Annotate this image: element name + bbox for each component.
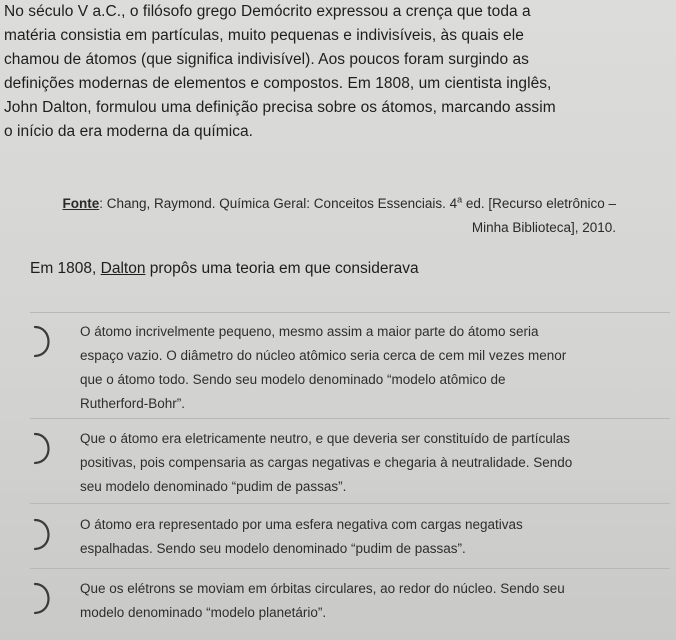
answer-option-3[interactable]: [30, 513, 676, 561]
answer-option-4[interactable]: [30, 577, 676, 625]
option-line: espaço vazio. O diâmetro do núcleo atômico seria cerca de cem mil vezes menor: [80, 348, 567, 363]
passage-line: o início da era moderna da química.: [4, 123, 254, 140]
option-line: Que o átomo era eletricamente neutro, e que deveria ser constituído de partículas: [80, 431, 571, 446]
option-line: que o átomo todo. Sendo seu modelo denominado “modelo atômico de: [80, 372, 506, 387]
question-suffix: propôs uma teoria em que considerava: [145, 260, 419, 277]
option-line: seu modelo denominado “pudim de passas”.: [80, 479, 347, 494]
answer-option-2[interactable]: [30, 427, 676, 499]
passage-text: [4, 0, 668, 144]
edition-superscript: a: [457, 194, 463, 205]
option-text: [80, 513, 646, 561]
radio-button-icon[interactable]: [30, 323, 58, 359]
option-line: espalhadas. Sendo seu modelo denominado “pudim de passas”.: [80, 541, 466, 556]
question-prefix: Em 1808,: [30, 260, 101, 277]
source-label: Fonte: [62, 196, 100, 211]
source-line-1: [60, 192, 616, 216]
option-line: O átomo era representado por uma esfera negativa com cargas negativas: [80, 517, 523, 532]
passage-line: chamou de átomos (que significa indivisível). Aos poucos foram surgindo as: [4, 51, 529, 68]
option-line: Rutherford-Bohr”.: [80, 396, 186, 411]
divider: [30, 503, 670, 504]
option-line: Que os elétrons se moviam em órbitas circulares, ao redor do núcleo. Sendo seu: [80, 581, 565, 596]
radio-button-icon[interactable]: [30, 430, 58, 466]
option-text: [80, 577, 646, 625]
question-underlined-word: Dalton: [100, 260, 146, 277]
passage-line: No século V a.C., o filósofo grego Demócrito expressou a crença que toda a: [4, 3, 531, 20]
option-text: [80, 427, 646, 499]
passage-line: matéria consistia em partículas, muito pequenas e indivisíveis, às quais ele: [4, 27, 524, 44]
option-line: O átomo incrivelmente pequeno, mesmo assim a maior parte do átomo seria: [80, 324, 539, 339]
option-text: [80, 320, 646, 416]
source-text: : Chang, Raymond. Química Geral: Conceitos Essenciais. 4: [99, 196, 458, 211]
answer-option-1[interactable]: [30, 320, 676, 414]
source-line-2: Minha Biblioteca], 2010.: [471, 220, 616, 235]
source-text-end: ed. [Recurso eletrônico –: [462, 196, 616, 211]
radio-button-icon[interactable]: [30, 580, 58, 616]
divider: [30, 568, 670, 569]
question-prompt: [30, 257, 419, 281]
source-citation: [60, 192, 616, 240]
passage-line: John Dalton, formulou uma definição precisa sobre os átomos, marcando assim: [4, 99, 556, 116]
divider: [30, 312, 670, 313]
option-line: positivas, pois compensaria as cargas negativas e chegaria à neutralidade. Sendo: [80, 455, 573, 470]
option-line: modelo denominado “modelo planetário”.: [80, 605, 327, 620]
passage-line: definições modernas de elementos e compostos. Em 1808, um cientista inglês,: [4, 75, 552, 92]
divider: [30, 418, 670, 419]
radio-button-icon[interactable]: [30, 516, 58, 552]
